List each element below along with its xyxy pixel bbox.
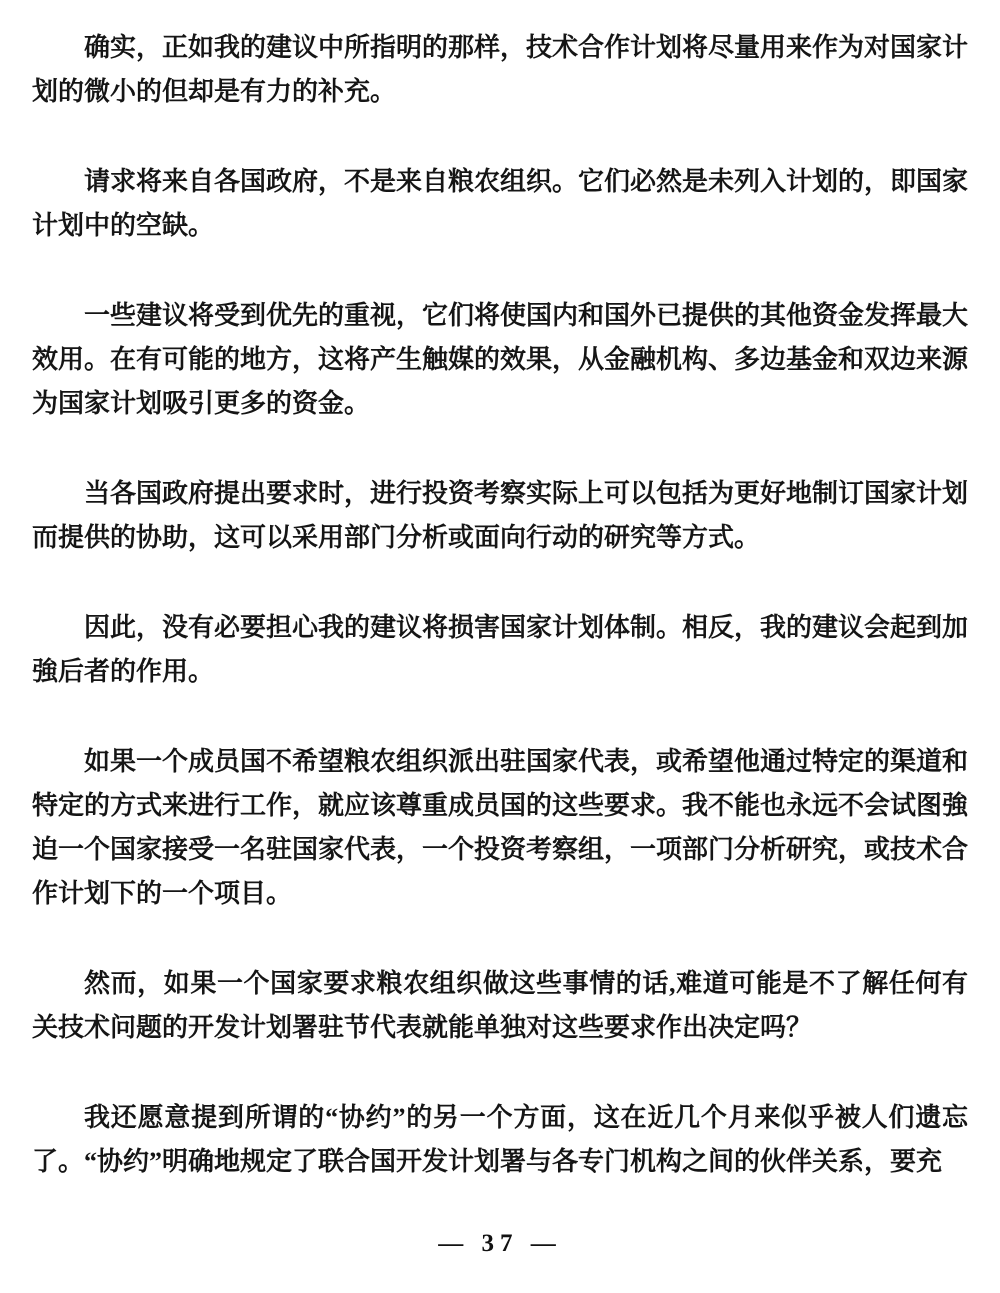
document-page bbox=[32, 0, 968, 1258]
paragraph: 当各国政府提出要求时，进行投资考察实际上可以包括为更好地制订国家计划而提供的协助，这可以采用部门分析或面向行动的研究等方式。 bbox=[32, 479, 969, 552]
page-number: — 37 — bbox=[438, 1230, 562, 1257]
paragraph: 请求将来自各国政府，不是来自粮农组织。它们必然是未列入计划的，即国家计划中的空缺。 bbox=[32, 167, 969, 240]
paragraph: 确实，正如我的建议中所指明的那样，技术合作计划将尽量用来作为对国家计划的微小的但却是有力的补充。 bbox=[32, 33, 969, 106]
paragraph: 我还愿意提到所谓的“协约”的另一个方面，这在近几个月来似乎被人们遗忘了。“协约”明确地规定了联合国开发计划署与各专门机构之间的伙伴关系，要充 bbox=[32, 1103, 968, 1176]
paragraph: 一些建议将受到优先的重视，它们将使国内和国外已提供的其他资金发挥最大效用。在有可能的地方，这将产生触媒的效果，从金融机构、多边基金和双边来源为国家计划吸引更多的资金。 bbox=[32, 301, 969, 418]
page-footer bbox=[32, 1230, 968, 1258]
paragraph: 因此，没有必要担心我的建议将损害国家计划体制。相反，我的建议会起到加強后者的作用。 bbox=[32, 613, 969, 686]
paragraph: 如果一个成员国不希望粮农组织派出驻国家代表，或希望他通过特定的渠道和特定的方式来进行工作，就应该尊重成员国的这些要求。我不能也永远不会试图強迫一个国家接受一名驻国家代表，一个投资考察组，一项部门分析研究，或技术合作计划下的一个项目。 bbox=[32, 747, 969, 908]
paragraph: 然而，如果一个国家要求粮农组织做这些事情的话,难道可能是不了解任何有关技术问题的开发计划署驻节代表就能单独对这些要求作出决定吗？ bbox=[32, 969, 968, 1042]
